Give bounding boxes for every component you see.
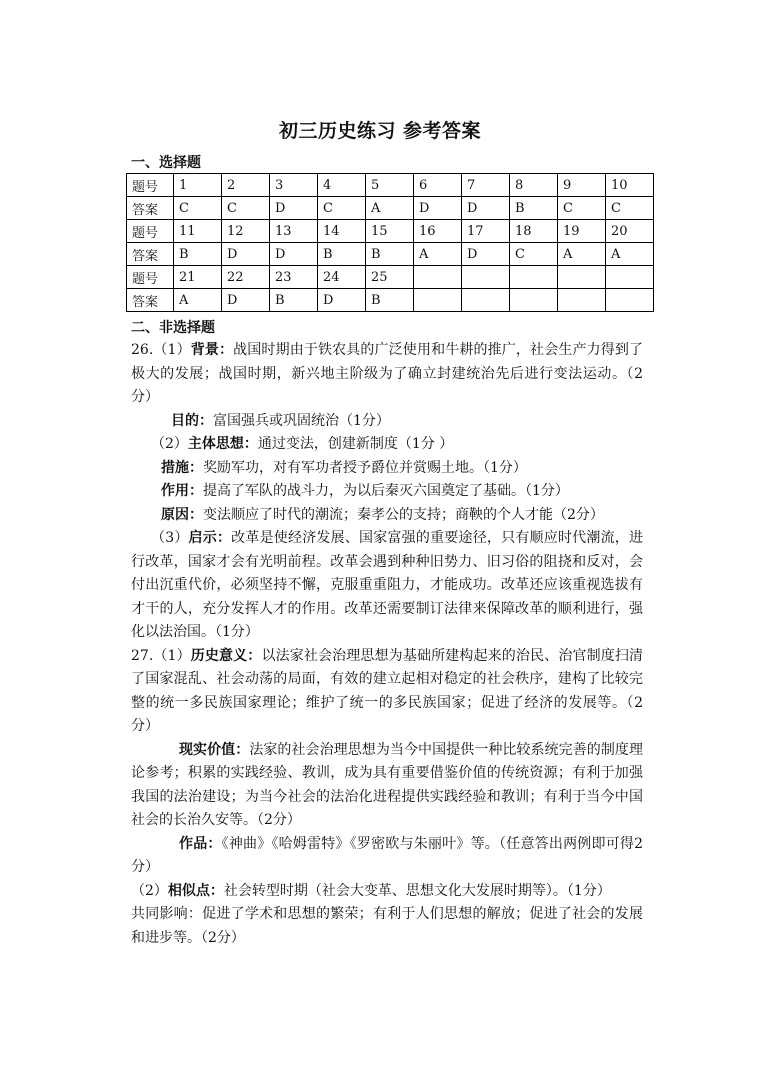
- table-cell: 9: [558, 174, 606, 197]
- table-cell: 14: [318, 220, 366, 243]
- table-cell: 21: [174, 266, 222, 289]
- table-cell: 24: [318, 266, 366, 289]
- table-row-header: 答案: [127, 197, 174, 220]
- table-row: [127, 220, 654, 243]
- q27-part2: （2）相似点：社会转型时期（社会大变革、思想文化大发展时期等）。（1分）: [131, 882, 611, 899]
- table-cell: C: [174, 197, 222, 220]
- table-cell: B: [318, 243, 366, 266]
- table-cell: 5: [366, 174, 414, 197]
- section-heading-nonchoice: 二、非选择题: [131, 320, 215, 336]
- table-cell: A: [366, 197, 414, 220]
- table-cell: B: [366, 289, 414, 312]
- table-cell: [462, 266, 510, 289]
- table-cell: 1: [174, 174, 222, 197]
- table-cell: 15: [366, 220, 414, 243]
- q27-part1: 27.（1）历史意义：以法家社会治理思想为基础所建构起来的治民、治官制度扫清了国家混乱、社会动荡的局面，有效的建立起相对稳定的社会秩序，建构了比较完整的统一多民族国家理论；维护了统一的多民族国家；促进了经济的发展等。（2分）: [131, 647, 644, 734]
- q26-part3: （3）启示：改革是使经济发展、国家富强的重要途径，只有顺应时代潮流，进行改革，国家才会有光明前程。改革会遇到种种旧势力、旧习俗的阻挠和反对，会付出沉重代价，必须坚持不懈，克服重重阻力，才能成功。改革还应该重视选拔有才干的人，充分发挥人才的作用。改革还需要制订法律来保障改革的顺利进行，强化以法治国。（1分）: [131, 530, 643, 640]
- table-cell: [606, 266, 654, 289]
- table-row: [127, 197, 654, 220]
- table-cell: D: [222, 289, 270, 312]
- table-cell: 20: [606, 220, 654, 243]
- table-cell: 10: [606, 174, 654, 197]
- table-cell: 23: [270, 266, 318, 289]
- table-cell: D: [222, 243, 270, 266]
- table-cell: B: [270, 289, 318, 312]
- table-cell: 16: [414, 220, 462, 243]
- table-cell: C: [318, 197, 366, 220]
- table-cell: D: [462, 197, 510, 220]
- table-cell: [606, 289, 654, 312]
- table-cell: A: [558, 243, 606, 266]
- table-cell: C: [558, 197, 606, 220]
- q26-part1: 26.（1）背景：战国时期由于铁农具的广泛使用和牛耕的推广，社会生产力得到了极大的发展；战国时期，新兴地主阶级为了确立封建统治先后进行变法运动。（2分）: [131, 342, 644, 405]
- table-cell: 8: [510, 174, 558, 197]
- table-row: [127, 266, 654, 289]
- table-cell: B: [366, 243, 414, 266]
- answer-body: [131, 339, 643, 950]
- table-cell: 18: [510, 220, 558, 243]
- table-cell: 11: [174, 220, 222, 243]
- table-cell: 12: [222, 220, 270, 243]
- table-cell: 7: [462, 174, 510, 197]
- table-cell: D: [318, 289, 366, 312]
- table-row: [127, 289, 654, 312]
- table-cell: [558, 266, 606, 289]
- table-cell: B: [510, 197, 558, 220]
- table-cell: 2: [222, 174, 270, 197]
- table-cell: 17: [462, 220, 510, 243]
- table-cell: D: [270, 243, 318, 266]
- table-cell: [510, 266, 558, 289]
- table-cell: A: [414, 243, 462, 266]
- table-cell: 4: [318, 174, 366, 197]
- q26-purpose: 目的：富国强兵或巩固统治（1分）: [171, 412, 390, 429]
- table-cell: [414, 266, 462, 289]
- table-row-header: 题号: [127, 266, 174, 289]
- section-heading-choice: 一、选择题: [131, 155, 201, 171]
- table-row-header: 答案: [127, 289, 174, 312]
- table-cell: D: [270, 197, 318, 220]
- table-cell: C: [510, 243, 558, 266]
- table-row: [127, 174, 654, 197]
- answer-table: [126, 173, 654, 312]
- table-cell: [414, 289, 462, 312]
- q26-effect: 作用：提高了军队的战斗力，为以后秦灭六国奠定了基础。（1分）: [161, 483, 569, 499]
- q27-influence: 共同影响：促进了学术和思想的繁荣；有利于人们思想的解放；促进了社会的发展和进步等。（2分）: [131, 906, 643, 946]
- q27-works: 作品：《神曲》《哈姆雷特》《罗密欧与朱丽叶》等。（任意答出两例即可得2分）: [131, 835, 644, 875]
- table-cell: D: [462, 243, 510, 266]
- table-cell: 13: [270, 220, 318, 243]
- q26-measure: 措施：奖励军功，对有军功者授予爵位并赏赐土地。（1分）: [161, 459, 527, 476]
- table-row: [127, 243, 654, 266]
- table-row-header: 答案: [127, 243, 174, 266]
- table-cell: 6: [414, 174, 462, 197]
- table-cell: B: [174, 243, 222, 266]
- table-cell: 25: [366, 266, 414, 289]
- table-cell: 19: [558, 220, 606, 243]
- q26-part2: （2）主体思想：通过变法，创建新制度（1分 ）: [151, 436, 454, 452]
- table-cell: [558, 289, 606, 312]
- table-cell: A: [606, 243, 654, 266]
- table-cell: D: [414, 197, 462, 220]
- table-cell: [510, 289, 558, 312]
- table-cell: 3: [270, 174, 318, 197]
- label-background: 背景：: [190, 342, 234, 358]
- table-row-header: 题号: [127, 174, 174, 197]
- q27-value: 现实价值：法家的社会治理思想为当今中国提供一种比较系统完善的制度理论参考；积累的实践经验、教训，成为具有重要借鉴价值的传统资源；有利于加强我国的法治建设；为当今社会的法治化进程提供实践经验和教训；有利于当今中国社会的长治久安等。（2分）: [131, 741, 643, 828]
- table-cell: A: [174, 289, 222, 312]
- table-cell: C: [222, 197, 270, 220]
- table-cell: 22: [222, 266, 270, 289]
- page-title: 初三历史练习 参考答案: [278, 120, 482, 142]
- table-row-header: 题号: [127, 220, 174, 243]
- table-cell: [462, 289, 510, 312]
- q26-reason: 原因：变法顺应了时代的潮流；秦孝公的支持；商鞅的个人才能（2分）: [161, 506, 604, 523]
- table-cell: C: [606, 197, 654, 220]
